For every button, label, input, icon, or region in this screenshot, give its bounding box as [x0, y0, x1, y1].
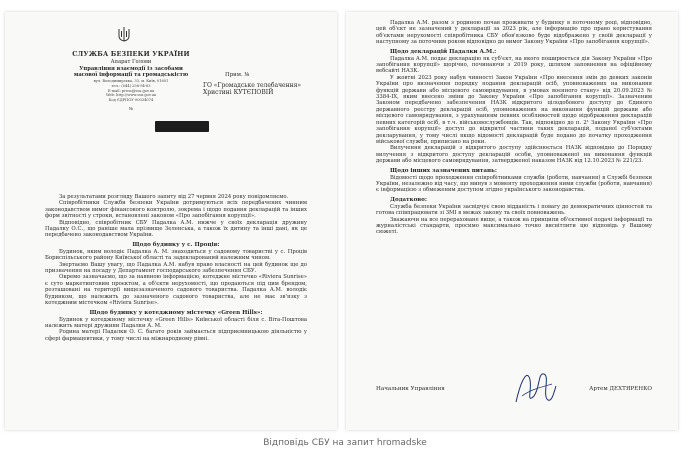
- paragraph: У жовтні 2023 року набув чинності Закон України «Про внесення змін до деяких законів України про визначення порядку подання декларацій осіб, уповноважених на виконання функцій держави або місцевого самоврядування, в умовах воєнного стану» від 20.09.2023 № 3384-IX, яким внесено зміни до Закону України «Про запобігання корупції». Зазначеним Законом передбачено забезпечення НАЗК відкритого цілодобового доступу до Єдиного державного реєстру декларацій осіб, уповноважених на виконання функцій держави або місцевого самоврядування, з урахуванням певних особливостей щодо відображення декларацій певних категорій осіб, в т.ч. військовослужбовців. Так, відповідно до п. 2¹ Закону України «Про запобігання корупції» доступ до відкритої частини таких декларацій, поданої суб'єктами декларування, у тому числі якщо відомості декларацій буде подано до початку проходження військової служби, приписано на роки.: [376, 74, 652, 145]
- address-line: тел.: (044) 256-94-83: [111, 83, 151, 88]
- addressee: [203, 82, 323, 96]
- paragraph: Звертаємо Вашу увагу, що Падалка А.М. набув право власності на цей будинок ще до призначення на посаду у Департамент господарського забезпечення СБУ.: [45, 261, 307, 275]
- section-heading: Додатково:: [390, 196, 427, 203]
- signatory-name: Артем ДЕХТЯРЕНКО: [589, 386, 652, 392]
- paragraph: За результатами розгляду Вашого запиту від 27 червня 2024 року повідомляємо.: [59, 194, 289, 200]
- letter-body: [45, 194, 307, 342]
- reference-field: Прим. №: [225, 72, 250, 78]
- paragraph: Відомості щодо проходження співробітниками служби (роботи, навчання) в Службі безпеки України, незалежно від часу, що минув з моменту проходження ними служби (роботи, навчання) є інформацією з обмеженим доступом згідно українського законодавства.: [376, 174, 652, 194]
- org-sub: Апарат Голови: [110, 59, 152, 65]
- doc-number: №: [129, 105, 133, 111]
- paragraph: Зважаючи на все перераховане вище, а також на принципи об'єктивної подачі інформації та журналістські стандарти, просимо максимально точно висвітлити цю відповідь у Вашому сюжеті.: [376, 216, 652, 236]
- section-heading: Щодо декларацій Падалки А.М.:: [390, 48, 497, 55]
- org-name: СЛУЖБА БЕЗПЕКИ УКРАЇНИ: [72, 50, 190, 58]
- section-heading: Щодо інших зазначених питань:: [390, 167, 497, 174]
- paragraph: Служба безпеки України засвідчує свою відданість і повагу до демократичних цінностей та готова співпрацювати зі ЗМІ в межах закону та своїх повноважень.: [376, 203, 652, 217]
- letterhead: [69, 50, 193, 111]
- paragraph: Окремо зазначаємо, що за наявною інформацією, котеджне містечко «Riviera Sunrise» є суто маркетинговим проєктом, а об'єкти нерухомості, що продаються під цим брендом, розташовані на території вищезазначеного садового товариства. Падалка А.М. володіє будинком, що належить до зазначеного садового товариства, але не має зв'язку з котеджним містечком «Riviera Sunrise».: [45, 274, 307, 307]
- paragraph: Будинок, яким володіє Падалка А. М. знаходиться у садовому товаристві у с. Проців Бориспільського району Київської області та задекларований належним чином.: [45, 248, 307, 262]
- handwritten-signature-icon: [508, 366, 560, 410]
- department-name: Управління взаємодії із засобами масової інформації та громадськістю: [73, 66, 189, 78]
- signature-block: [376, 374, 652, 404]
- paragraph: Падалка А.М. разом з родиною почав проживати у будинку в поточному році, відповідно, цей об'єкт не зазначений у декларації за 2023 рік, але інформацію про право користування об'єктами нерухомості співробітника СБУ обов'язково буде відображено у своїй декларації у наступному за поточним роком відповідно до вимог Закону України «Про запобігання корупції».: [376, 20, 652, 46]
- letter-page-1: [5, 12, 337, 430]
- redaction-block: [155, 121, 209, 132]
- trident-emblem-icon: [117, 26, 131, 44]
- paragraph: Вилучення декларацій з відкритого доступу здійснюється НАЗК відповідно до Порядку вилучення з відкритого доступу декларацій особи, уповноваженої на виконання функцій держави або місцевого самоврядування, затвердженої наказом НАЗК від 12.10.2023 № 221/23.: [376, 145, 652, 165]
- paragraph: Будинок у котеджному містечку «Green Hills» Київської області біля с. Віта-Поштова належить матері дружини Падалки А. М.: [45, 316, 307, 329]
- section-heading: Щодо будинку у котеджному містечку «Green Hills»:: [89, 309, 263, 316]
- paragraph: Співробітники Служби безпеки України дотримуються всіх передбачених чинним законодавством вимог фінансового контролю, зокрема і щодо подання декларацій та інших форм звітності у строки, встановлені законом «Про запобігання корупції».: [45, 200, 307, 220]
- address-line: Код ЄДРПОУ 00034074: [108, 98, 154, 103]
- paragraph: Відповідно, співробітник СБУ Падалка А.М. нижче у своїх декларація дружину Падалку О.С., що раніше мала прізвище Зеленська, а також їх дитину та інші дані, як це передбачено законодавством України.: [45, 219, 307, 239]
- signatory-title: Начальник Управління: [376, 386, 445, 392]
- paragraph: Родина матері Падалки О. С. багато років займається підприємницькою діяльністю у сфері фармацевтики, у тому числі на міжнародному рівні.: [45, 329, 307, 342]
- address-line: Web: http://www.ssu.gov.ua: [105, 93, 157, 98]
- addressee-person: Христині КУТЄПОВІЙ: [203, 89, 274, 96]
- address-line: E-mail: press@ssu.gov.ua: [107, 88, 155, 93]
- addressee-org: ГО «Громадське телебачення»: [203, 82, 302, 89]
- section-heading: Щодо будинку у с. Проців:: [132, 241, 220, 248]
- letter-page-2: [346, 12, 678, 430]
- paragraph: Падалка А.М. подає декларацію як суб'єкт, на якого поширюється дія Закону України «Про запобігання корупції» щорічно, починаючи з 2019 року, шляхом заповнення на офіційному вебсайті НАЗК.: [376, 55, 652, 75]
- image-caption: Відповідь СБУ на запит hromadske: [263, 438, 427, 448]
- address-line: вул. Володимирська, 33, м. Київ, 01601: [93, 79, 169, 83]
- letter-body: [376, 20, 652, 236]
